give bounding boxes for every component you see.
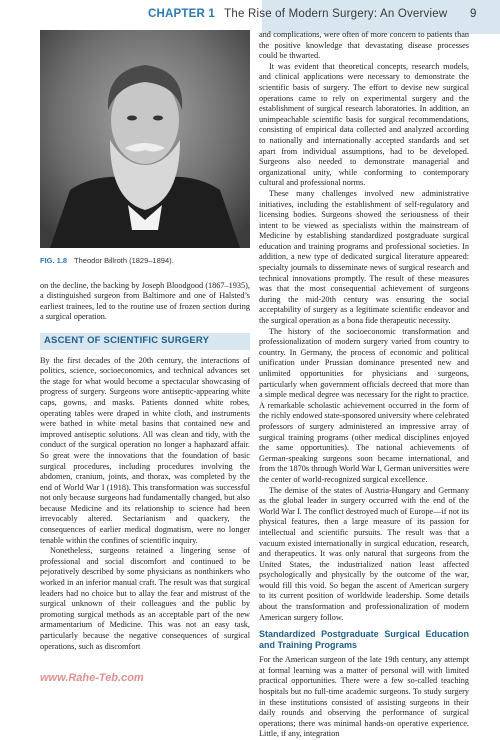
- chapter-title: The Rise of Modern Surgery: An Overview: [224, 8, 448, 20]
- chapter-label: CHAPTER 1: [148, 8, 215, 20]
- right-paragraph-5: The demise of the states of Austria-Hungary and Germany as the global leader in surgery occurred with the end of the World War I. The conflict destroyed much of Europe—if not its physical features, then a large measure of its passion for intellectual and scientific pursuits. The result was that a vacuum existed internationally in surgical education, research, and therapeutics. It was only natural that surgeons from the United States, the industrialized nation least affected psychologically and physically by the outcome of the war, would fill this void. So began the ascent of American surgery to its current position of worldwide leadership. Some details about the transformation and professionalization of modern American surgery follow.: [259, 485, 469, 622]
- page-number: 9: [470, 8, 477, 20]
- right-paragraph-3: These many challenges involved new administrative initiatives, including the establishment of self-regulatory and licensing bodies. Surgeons showed the seriousness of their intent to be viewed as specialists within the mainstream of Medicine by establishing standardized postgraduate surgical education and training programs and professional societies. In addition, a new type of dedicated surgical literature appeared: specialty journals to disseminate news of surgical research and technical innovations promptly. The result of these measures was that the most consequential achievement of surgeons during the mid-20th century was ensuring the social acceptability of surgery as a legitimate scientific endeavor and the surgical operation as a bona fide therapeutic necessity.: [259, 188, 469, 326]
- right-paragraph-1: and complications, were often of more concern to patients than the positive knowledge that devastating disease processes could be thwarted.: [259, 30, 469, 61]
- left-column: [40, 30, 250, 652]
- subsection-heading: Standardized Postgraduate Surgical Education and Training Programs: [259, 629, 469, 651]
- left-paragraph-1: on the decline, the backing by Joseph Bloodgood (1867–1935), a distinguished surgeon from Baltimore and one of Halsted’s earliest trainees, led to the routine use of frozen section during a surgical operation.: [40, 280, 250, 322]
- right-paragraph-4: The history of the socioeconomic transformation and professionalization of modern surgery varied from country to country. In Germany, the process of economic and political unification under Prussian dominance presented new and unlimited opportunities for physicians and surgeons, particularly when government officials decreed that more than a simple medical degree was necessary for the right to practice. A remarkable scholastic achievement occurred in the form of the richly endowed state-sponsored university where celebrated professors of surgery administered an impressive array of surgical training programs (other medical disciplines enjoyed the same opportunities). The national achievements of German-speaking surgeons soon became international, and from the 1870s through World War I, German universities were the center of world-recognized surgical excellence.: [259, 326, 469, 484]
- watermark: www.Rahe-Teb.com: [40, 672, 144, 684]
- right-paragraph-2: It was evident that theoretical concepts, research models, and clinical applications were necessary to demonstrate the scientific basis of surgery. The effort to devise new surgical operations came to rely on experimental surgery and the establishment of surgical research laboratories. In addition, an unimpeachable scientific basis for surgical recommendations, consisting of empirical data collected and analyzed according to nationally and internationally accepted standards and set apart from individual assumptions, had to be developed. Surgeons also needed to demonstrate managerial and organizational unity, while conforming to contemporary cultural and professional norms.: [259, 61, 469, 188]
- figure-caption-text: Theodor Billroth (1829–1894).: [74, 256, 174, 265]
- portrait-illustration: [40, 30, 250, 248]
- right-paragraph-6: For the American surgeon of the late 19th century, any attempt at formal learning was a matter of personal will with limited practical opportunities. There were a few so-called teaching hospitals but no full-time academic surgeons. To study surgery in these institutions consisted of assisting surgeons in their daily rounds and observing the performance of surgical operations; there was minimal hands-on operative experience. Little, if any, integration: [259, 655, 469, 739]
- figure-caption: [40, 256, 250, 267]
- right-column: [259, 30, 469, 740]
- portrait-photo: [40, 30, 250, 248]
- running-header: [0, 0, 500, 34]
- left-paragraph-3: Nonetheless, surgeons retained a lingering sense of professional and social discomfort and continued to be pejoratively described by some physicians as nonthinkers who worked in an inferior manual craft. The result was that surgical leaders had no choice but to allay the fear and mistrust of the surgical unknown of their colleagues and the public by promoting surgical methods as an acceptable part of the new armamentarium of Medicine. This was not an easy task, particularly because the negative consequences of surgical operations, such as discomfort: [40, 546, 250, 651]
- left-paragraph-2: By the first decades of the 20th century, the interactions of politics, science, socioeconomics, and technical advances set the stage for what would become a spectacular showcasing of progress of surgery. Surgeons wore antiseptic-appearing white caps, gowns, and masks. Patients donned white robes, operating tables were draped in white cloth, and instruments were bathed in white metal basins that contained new and improved antiseptic solutions. All was clean and tidy, with the conduct of the surgical operation no longer a haphazard affair. So great were the innovations that the foundation of basic surgical procedures, including procedures involving the abdomen, cranium, joints, and thorax, was completed by the end of World War I (1918). This transformation was successful not only because surgeons had fundamentally changed, but also because Medicine and its relationship to science had been irrevocably altered. Sectarianism and quackery, the consequences of earlier medical dogmatism, were no longer tenable within the confines of scientific inquiry.: [40, 355, 250, 545]
- header-text: [148, 8, 468, 20]
- figure-label: FIG. 1.8: [40, 256, 68, 265]
- section-heading: ASCENT OF SCIENTIFIC SURGERY: [40, 333, 250, 350]
